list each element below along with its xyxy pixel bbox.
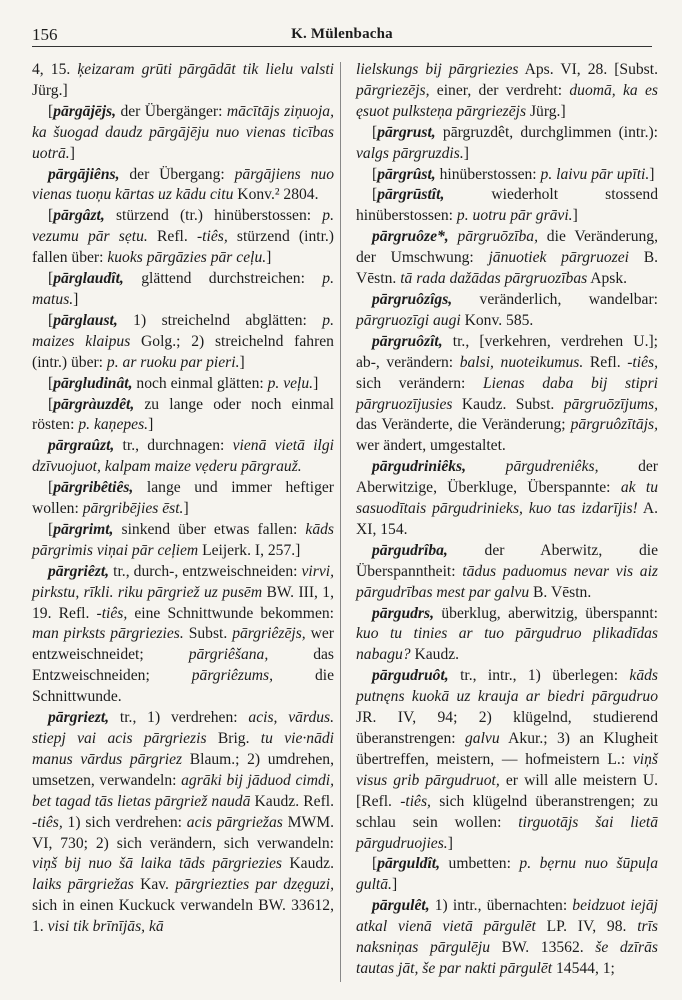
entry-headword: pārgrimt, bbox=[53, 520, 114, 538]
latvian-text: kuoks pārgāzies pār ceļu. bbox=[107, 249, 267, 267]
dictionary-entry bbox=[356, 604, 658, 667]
latvian-text: man pirksts pārgriezies. bbox=[32, 625, 184, 643]
entry-text: sich verändern: bbox=[356, 374, 483, 392]
entry-text: 1) sich verdrehen: bbox=[62, 813, 187, 831]
entry-text: [ bbox=[372, 855, 378, 873]
entry-text: ] bbox=[649, 165, 655, 183]
entry-headword: pārgràuzdêt, bbox=[53, 395, 135, 413]
entry-headword: pārgudrs, bbox=[372, 604, 434, 622]
latvian-text: duomā, ka es ęsuot pulksteņa pārgriezējs bbox=[356, 81, 658, 120]
entry-text: A. XI, 154. bbox=[356, 500, 658, 538]
entry-text: das Entzweischneiden; bbox=[32, 646, 335, 685]
entry-text: [ bbox=[372, 165, 378, 183]
entry-text: eine Schnittwunde bekommen: bbox=[127, 604, 334, 622]
entry-headword: pārgājiêns, bbox=[48, 165, 120, 183]
latvian-text: p. maizes klaipus bbox=[32, 311, 334, 350]
entry-text bbox=[466, 458, 506, 475]
latvian-text: p. ar ruoku par pieri. bbox=[106, 353, 240, 371]
latvian-text: p. kaņepes. bbox=[78, 416, 149, 434]
latvian-text: -tiês, bbox=[400, 792, 431, 810]
entry-text: das Veränderte, die Veränderung; bbox=[356, 416, 571, 434]
entry-text: Jürg.] bbox=[526, 102, 566, 120]
latvian-text: pārgruozīgi augi bbox=[356, 311, 461, 329]
entry-text: tr., durchnagen: bbox=[114, 437, 233, 455]
entry-text: [ bbox=[48, 102, 54, 120]
entry-text: umbetten: bbox=[440, 855, 520, 873]
latvian-text: p. veļu. bbox=[267, 374, 314, 392]
column-divider bbox=[340, 62, 341, 982]
dictionary-entry bbox=[356, 123, 658, 165]
latvian-text: kāds pārgrimis viņai pār ceļiem bbox=[32, 520, 334, 559]
entry-text: ] bbox=[69, 144, 75, 162]
latvian-text: pārgruōzījums, bbox=[563, 395, 658, 413]
latvian-text: p. laivu pār upīti. bbox=[540, 165, 650, 183]
latvian-text: agrāki bij jāduod cimdi, bet tagad tās lietas pārgriež naudā bbox=[32, 771, 335, 810]
entry-text: die Schnittwunde. bbox=[32, 667, 334, 706]
entry-text: [ bbox=[372, 123, 378, 141]
latvian-text: lielskungs bij pārgriezies bbox=[356, 61, 519, 78]
entry-text: Jürg.] bbox=[32, 81, 68, 99]
entry-text: B. Vēstn. bbox=[356, 249, 658, 288]
latvian-text: -tiês, bbox=[96, 604, 128, 622]
entry-text: Kaudz. Subst. bbox=[452, 395, 564, 413]
entry-text: sich in einen Kuckuck verwandeln BW. 33612, 1. bbox=[32, 897, 334, 936]
latvian-text: balsi, nuoteikumus. bbox=[459, 353, 584, 371]
entry-text: LP. IV, 98. bbox=[535, 918, 638, 936]
latvian-text: še dzīrās tautas jāt, še par nakti pārgulēt bbox=[356, 939, 658, 977]
entry-text: pārgruzdêt, durchglimmen (intr.): bbox=[435, 123, 658, 141]
entry-text: überklug, aberwitzig, überspannt: bbox=[433, 604, 658, 622]
latvian-text: -tiês, bbox=[196, 228, 228, 246]
entry-text: B. Vēstn. bbox=[529, 583, 592, 601]
entry-text: [ bbox=[372, 186, 378, 204]
dictionary-entry bbox=[32, 60, 334, 102]
entry-text: einer, der verdreht: bbox=[429, 81, 570, 99]
entry-headword: pārgribêtiês, bbox=[53, 479, 134, 497]
latvian-text: pārgruōzība, bbox=[457, 228, 538, 246]
entry-text: ] bbox=[572, 207, 578, 225]
latvian-text: pārgriêzējs, bbox=[232, 625, 306, 643]
latvian-text: ak tu sasuodītais pārgudrinieks, kuo tas izdarījis! bbox=[356, 479, 658, 518]
latvian-text: acis, vārdus. stiepj vai acis pārgriezis bbox=[32, 709, 335, 747]
latvian-text: pārgriezējs, bbox=[356, 81, 430, 99]
latvian-text: vienā vietā ilgi dzīvuojuot, kalpam maize vẹderu pārgrauž. bbox=[32, 437, 334, 476]
entry-text: tr., intr., 1) überlegen: bbox=[448, 667, 630, 685]
entry-text: [ bbox=[48, 311, 54, 329]
latvian-text: pārgājiens nuo vienas tuoņu kārtas uz kādu citu bbox=[32, 165, 334, 204]
latvian-text: galvu bbox=[464, 730, 500, 747]
dictionary-entry bbox=[32, 436, 334, 478]
dictionary-entry bbox=[356, 541, 658, 604]
entry-text: [ bbox=[48, 395, 54, 413]
running-head: K. Mülenbacha bbox=[291, 26, 393, 42]
latvian-text: -tiês, bbox=[32, 813, 63, 831]
latvian-text: tā rada dažādas pārgruozības bbox=[400, 270, 588, 288]
dictionary-entry bbox=[32, 395, 334, 437]
entry-headword: pārgulêt, bbox=[372, 897, 430, 915]
latvian-text: valgs pārgruzdis. bbox=[356, 144, 464, 162]
entry-text: Kaudz. bbox=[410, 646, 460, 664]
entry-text: BW. 13562. bbox=[490, 939, 596, 957]
entry-text: Subst. bbox=[183, 625, 233, 643]
entry-headword: pārgrûst, bbox=[377, 165, 436, 183]
page-number: 156 bbox=[32, 25, 58, 44]
entry-text: ] bbox=[313, 374, 319, 392]
latvian-text: acis pārgriežas bbox=[186, 813, 283, 831]
entry-text: der Aberwitzige, Überkluge, Überspannte: bbox=[356, 458, 658, 497]
entry-text: ] bbox=[148, 416, 154, 434]
dictionary-entry bbox=[356, 185, 658, 227]
entry-text: [ bbox=[48, 270, 54, 288]
page-header bbox=[32, 24, 652, 47]
entry-text: [ bbox=[48, 479, 54, 497]
dictionary-entry bbox=[356, 896, 658, 980]
entry-text: ] bbox=[463, 144, 469, 162]
dictionary-entry bbox=[356, 854, 658, 896]
latvian-text: Lienas daba bij stipri pārgruozījusies bbox=[356, 374, 658, 413]
latvian-text: pārgriezties par dzẹguzi, bbox=[175, 876, 334, 894]
latvian-text: kuo tu tinies ar tuo pārgudruo plikadīdas nabagu? bbox=[356, 625, 658, 664]
entry-text: Golg.; 2) streichelnd fahren (intr.) über: bbox=[32, 332, 334, 371]
dictionary-entry bbox=[32, 206, 334, 269]
latvian-text: mācītājs ziņuoja, ka šuogad daudz pārgājēju nuo vienas ticības uotrā. bbox=[32, 102, 334, 162]
dictionary-entry bbox=[32, 102, 334, 165]
latvian-text: viņš bij nuo šā laika tāds pārgriezies bbox=[32, 855, 282, 873]
dictionary-entry bbox=[356, 666, 658, 854]
entry-headword: pārgājējs, bbox=[53, 102, 117, 120]
dictionary-entry bbox=[356, 227, 658, 290]
entry-text: MWM. VI, 730; 2) sich verändern, sich verwandeln: bbox=[32, 813, 335, 852]
entry-headword: pārgraûzt, bbox=[48, 437, 115, 455]
entry-headword: pārgudruôt, bbox=[372, 667, 449, 685]
dictionary-entry bbox=[356, 60, 658, 123]
latvian-text: -tiês, bbox=[627, 353, 658, 371]
dictionary-entry bbox=[32, 562, 334, 708]
latvian-text: pārgriêzums, bbox=[191, 667, 274, 685]
latvian-text: viņš visus grib pārgudruot, bbox=[356, 750, 658, 789]
dictionary-entry bbox=[356, 332, 658, 457]
entry-headword: pārgrūstît, bbox=[377, 186, 445, 204]
entry-text: Refl. bbox=[147, 228, 197, 246]
dictionary-entry bbox=[32, 478, 334, 520]
entry-text: sich klügelnd überanstrengen; zu schlau sein wollen: bbox=[356, 792, 658, 831]
entry-text: stürzend (intr.) fallen über: bbox=[32, 228, 335, 267]
entry-text: Refl. bbox=[583, 353, 628, 371]
entry-text bbox=[449, 228, 458, 245]
entry-text: Blaum.; 2) umdrehen, umsetzen, verwandeln: bbox=[32, 750, 334, 789]
entry-text: veränderlich, wandelbar: bbox=[452, 290, 658, 308]
dictionary-entry bbox=[32, 374, 334, 395]
entry-headword: pārgriêzt, bbox=[48, 562, 110, 580]
entry-text: ] bbox=[447, 834, 453, 852]
entry-headword: pārgriezt, bbox=[48, 709, 110, 727]
latvian-text: laiks pārgriežas bbox=[32, 876, 134, 894]
entry-text: er will alle meistern U. [Refl. bbox=[356, 771, 658, 810]
dictionary-entry bbox=[32, 311, 334, 374]
latvian-text: pārgriêšana, bbox=[188, 646, 269, 664]
entry-text: Kaudz. bbox=[282, 855, 334, 873]
latvian-text: pārgribējies ēst. bbox=[82, 500, 184, 518]
latvian-text: jānuotiek pārgruozei bbox=[488, 249, 630, 267]
entry-text: Leijerk. I, 257.] bbox=[198, 541, 301, 559]
dictionary-entry bbox=[32, 165, 334, 207]
dictionary-entry bbox=[356, 290, 658, 332]
entry-headword: pārgâzt, bbox=[53, 207, 105, 225]
dictionary-entry bbox=[356, 165, 658, 186]
entry-headword: pārglaust, bbox=[53, 311, 118, 329]
latvian-text: trīs naksniņas pārgulēju bbox=[356, 918, 658, 957]
entry-headword: pārguldît, bbox=[377, 855, 441, 873]
entry-text: wer entzweischneidet; bbox=[32, 625, 334, 664]
entry-text: Brig. bbox=[206, 730, 261, 747]
entry-text: tr., durch-, entzweischneiden: bbox=[109, 562, 302, 580]
latvian-text: pārgruôzītājs, bbox=[570, 416, 658, 434]
entry-text: [ bbox=[48, 207, 54, 225]
entry-text: ] bbox=[73, 290, 79, 308]
latvian-text: p. uotru pār grāvi. bbox=[456, 207, 573, 225]
entry-headword: pārgruôzît, bbox=[372, 332, 443, 350]
latvian-text: tu vie·nādi manus vārdus pārgriez bbox=[32, 730, 335, 768]
entry-text: 1) intr., übernachten: bbox=[429, 897, 573, 915]
dictionary-entry bbox=[356, 457, 658, 541]
entry-text: wiederholt stossend hinüberstossen: bbox=[356, 186, 658, 225]
entry-text: der Übergänger: bbox=[116, 102, 227, 120]
entry-text: ] bbox=[183, 500, 189, 518]
entry-text: Aps. VI, 28. [Subst. bbox=[518, 61, 658, 78]
entry-text: lange und immer heftiger wollen: bbox=[32, 479, 334, 518]
entry-text: [ bbox=[48, 520, 54, 538]
entry-text: glättend durchstreichen: bbox=[123, 270, 323, 288]
entry-text: ] bbox=[266, 249, 272, 267]
entry-text: ] bbox=[391, 876, 398, 894]
entry-text: der Übergang: bbox=[119, 165, 235, 183]
entry-text: 4, 15. bbox=[32, 61, 78, 78]
entry-text: zu lange oder noch einmal rösten: bbox=[32, 395, 334, 434]
entry-text: sinkend über etwas fallen: bbox=[113, 520, 306, 538]
entry-text: Kaudz. Refl. bbox=[250, 792, 334, 810]
entry-text: Akur.; 3) an Klugheit übertreffen, meistern, — hofmeistern L.: bbox=[356, 730, 658, 768]
entry-text: ] bbox=[239, 353, 245, 371]
entry-text: Konv.² 2804. bbox=[233, 186, 319, 204]
entry-headword: pārgruôzîgs, bbox=[372, 290, 453, 308]
entry-text: 1) streichelnd abglätten: bbox=[117, 311, 323, 329]
latvian-text: beidzuot iejāj atkal vienā vietā pārgulēt bbox=[356, 897, 658, 936]
entry-text: [ bbox=[48, 374, 54, 392]
latvian-text: visi tik brīnījās, kā bbox=[47, 918, 164, 936]
entry-text: noch einmal glätten: bbox=[132, 374, 268, 392]
latvian-text: p. vezumu pār sẹtu. bbox=[32, 207, 334, 246]
entry-text: stürzend (tr.) hinüberstossen: bbox=[104, 207, 323, 225]
entry-headword: pārgludinât, bbox=[53, 374, 133, 392]
entry-text: tr., 1) verdrehen: bbox=[109, 709, 249, 727]
entry-text: wer ändert, umgestaltet. bbox=[356, 437, 506, 455]
entry-text: JR. IV, 94; 2) klügelnd, studierend überanstrengen: bbox=[356, 709, 658, 747]
entry-text: hinüberstossen: bbox=[435, 165, 541, 183]
entry-text: der Aberwitz, die Überspanntheit: bbox=[356, 541, 658, 580]
latvian-text: tirguotājs šai lietā pārgudruojies. bbox=[356, 813, 658, 852]
left-column bbox=[32, 60, 334, 938]
entry-text: die Veränderung, der Umschwung: bbox=[356, 228, 658, 267]
right-column bbox=[356, 60, 658, 980]
latvian-text: pārgudreniêks, bbox=[505, 458, 599, 476]
entry-headword: pārgruôze*, bbox=[372, 228, 449, 246]
entry-text: Apsk. bbox=[587, 270, 628, 288]
entry-headword: pārgudriniêks, bbox=[372, 458, 467, 476]
latvian-text: ķeizaram grūti pārgādāt tik lielu valsti bbox=[77, 61, 334, 78]
entry-headword: pārglaudît, bbox=[53, 270, 124, 288]
entry-headword: pārgrust, bbox=[377, 123, 436, 141]
entry-text: tr., [verkehren, verdrehen U.]; ab-, verändern: bbox=[356, 332, 658, 371]
dictionary-entry bbox=[32, 520, 334, 562]
entry-text: Konv. 585. bbox=[460, 311, 534, 329]
latvian-text: p. bẹrnu nuo šūpuļa gultā. bbox=[356, 855, 658, 894]
latvian-text: p. matus. bbox=[32, 270, 334, 308]
entry-text: BW. III, 1, 19. Refl. bbox=[32, 583, 335, 622]
entry-text: 14544, 1; bbox=[552, 959, 615, 977]
dictionary-entry bbox=[32, 708, 334, 938]
latvian-text: virvi, pirkstu, rīkli. riku pārgriež uz pusēm bbox=[32, 562, 334, 601]
entry-text: Kav. bbox=[133, 876, 176, 894]
latvian-text: kāds putnęns kuokā uz krauja ar biedri pārgudruo bbox=[356, 667, 658, 706]
dictionary-entry bbox=[32, 269, 334, 311]
entry-headword: pārgudrîba, bbox=[372, 541, 448, 559]
latvian-text: tādus paduomus nevar vis aiz pārgudrības mest par galvu bbox=[356, 562, 658, 601]
